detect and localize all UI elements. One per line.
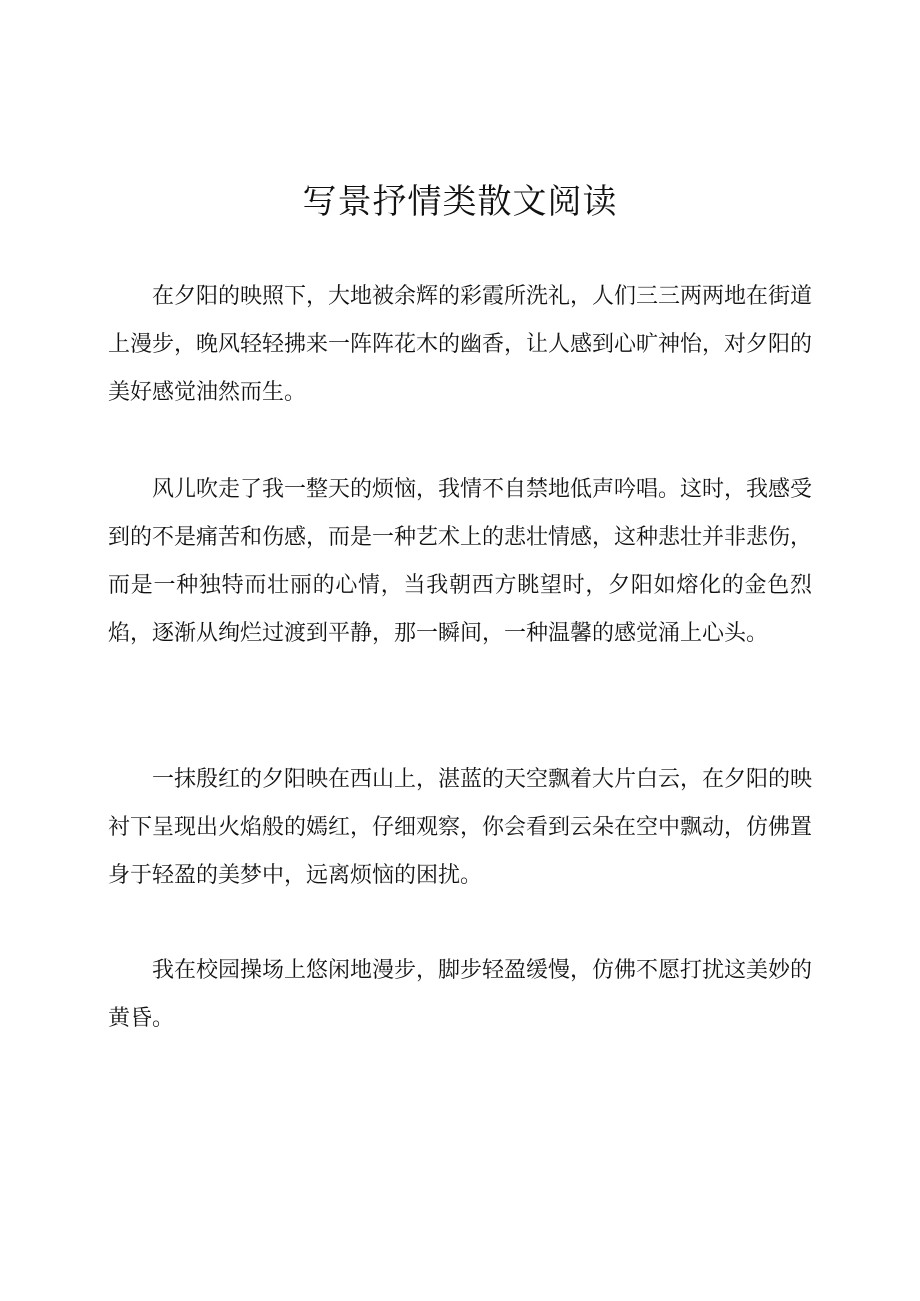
- paragraph-1: 在夕阳的映照下，大地被余辉的彩霞所洗礼，人们三三两两地在街道上漫步，晚风轻轻拂来一阵阵花木的幽香，让人感到心旷神怡，对夕阳的美好感觉油然而生。: [108, 284, 813, 405]
- page-title: 写景抒情类散文阅读: [302, 182, 618, 222]
- paragraph-3: 一抹殷红的夕阳映在西山上，湛蓝的天空飘着大片白云，在夕阳的映衬下呈现出火焰般的嫣红，仔细观察，你会看到云朵在空中飘动，仿佛置身于轻盈的美梦中，远离烦恼的困扰。: [108, 767, 813, 888]
- paragraph-2: 风儿吹走了我一整天的烦恼，我情不自禁地低声吟唱。这时，我感受到的不是痛苦和伤感，而是一种艺术上的悲壮情感，这种悲壮并非悲伤，而是一种独特而壮丽的心情，当我朝西方眺望时，夕阳如熔化的金色烈焰，逐渐从绚烂过渡到平静，那一瞬间，一种温馨的感觉涌上心头。: [108, 477, 813, 646]
- paragraph-4: 我在校园操场上悠闲地漫步，脚步轻盈缓慢，仿佛不愿打扰这美妙的黄昏。: [108, 958, 813, 1031]
